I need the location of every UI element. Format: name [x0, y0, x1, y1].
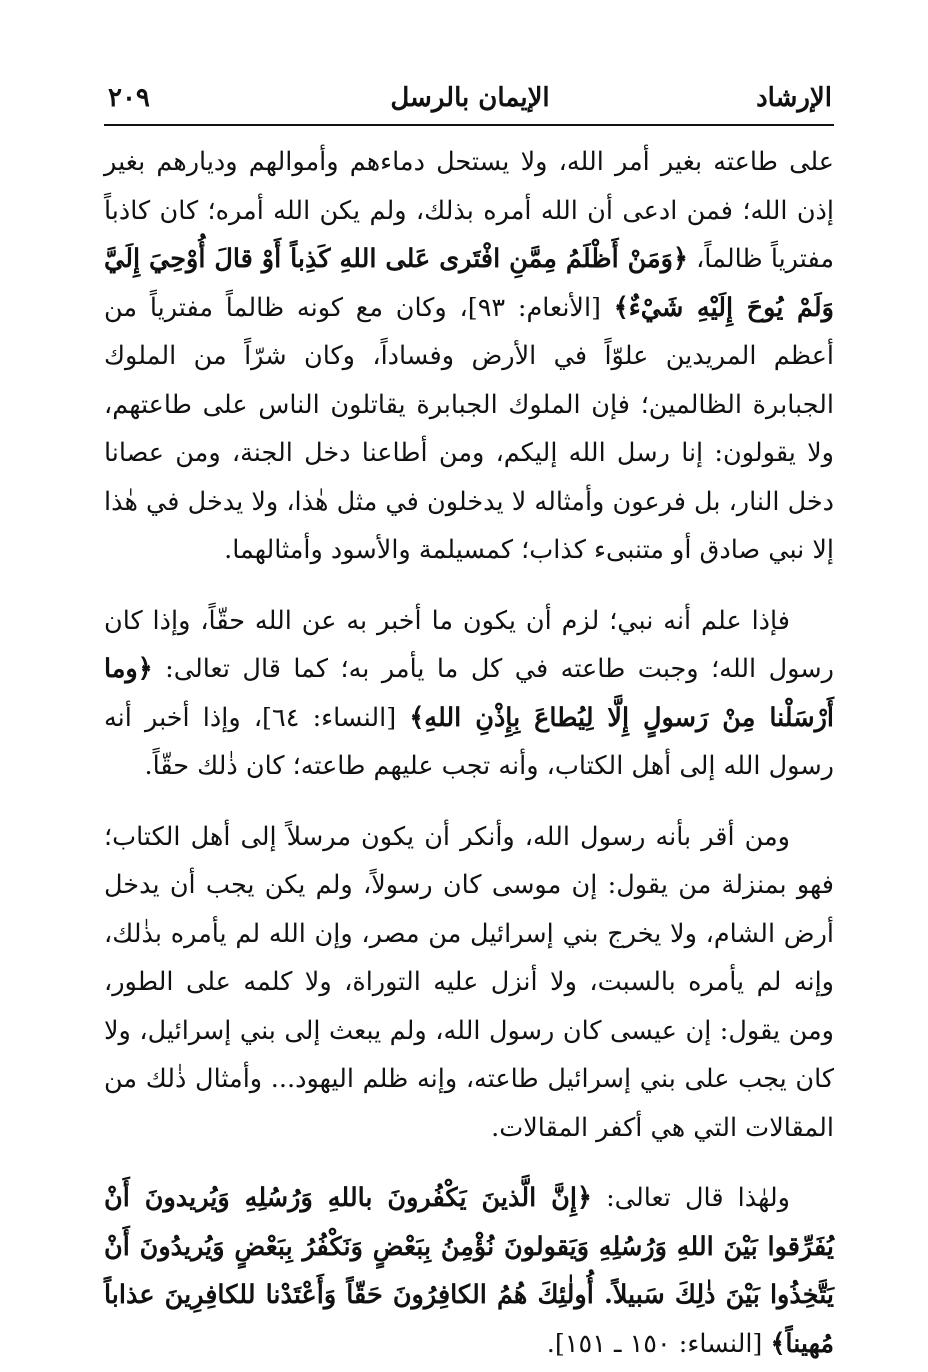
paragraph-text: فإذا علم أنه نبي؛ لزم أن يكون ما أخبر به عن الله حقّاً، وإذا كان رسول الله؛ وجبت طاعته في كل ما يأمر به؛ كما قال تعالى:: [104, 605, 834, 684]
paragraph-text: [الأنعام: ٩٣]، وكان مع كونه ظالماً مفترياً من أعظم المريدين علوّاً في الأرض وفساداً، وكان شرّاً من الملوك الجبابرة الظالمين؛ فإن الملوك الجبابرة يقاتلون الناس على طاعتهم، ولا يقولون: إنا رسل الله إليكم، ومن أطاعنا دخل الجنة، ومن عصانا دخل النار، بل فرعون وأمثاله لا يدخلون في مثل هٰذا، ولا يدخل في هٰذا إلا نبي صادق أو متنبىء كذاب؛ كمسيلمة والأسود وأمثالهما.: [104, 292, 834, 565]
paragraph-text: [النساء: ٦٤]، وإذا أخبر أنه رسول الله إلى أهل الكتاب، وأنه تجب عليهم طاعته؛ كان ذٰلك حقّاً.: [104, 702, 834, 781]
paragraph-text: ولهٰذا قال تعالى:: [591, 1183, 790, 1213]
paragraph-text: [النساء: ١٥٠ ـ ١٥١].: [546, 1328, 771, 1359]
paragraph-3: [104, 813, 834, 1153]
paragraph-4: [104, 1174, 834, 1368]
chapter-title: الإيمان بالرسل: [390, 83, 550, 113]
paragraph-2: [104, 597, 834, 791]
page-header: [108, 78, 832, 118]
paragraph-text: على طاعته بغير أمر الله، ولا يستحل دماءهم وأموالهم وديارهم بغير إذن الله؛ فمن ادعى أن الله أمره بذلك، ولم يكن الله أمره؛ كان كاذباً مفترياً ظالماً،: [104, 147, 835, 274]
quran-verse: ﴿وَمَنْ أَظْلَمُ مِمَّنِ افْتَرى عَلى اللهِ كَذِباً أَوْ قالَ أُوْحِيَ إِلَيَّ وَلَمْ يُوحَ إِلَيْهِ شَيْءٌ﴾: [104, 244, 834, 323]
quran-verse: ﴿وما أَرْسَلْنا مِنْ رَسولٍ إِلَّا لِيُطاعَ بِإِذْنِ اللهِ﴾: [104, 654, 834, 733]
paragraph-1: [104, 138, 834, 575]
quran-verse: ﴿إِنَّ الَّذينَ يَكْفُرونَ باللهِ وَرُسُلِهِ وَيُريدونَ أَنْ يُفَرِّقوا بَيْنَ اللهِ وَرُسُلِهِ وَيَقولونَ نُؤْمِنُ بِبَعْضٍ وَنَكْفُرُ بِبَعْضٍ وَيُريدُونَ أَنْ يَتَّخِذُوا بَيْنَ ذٰلِكَ سَبيلاً. أُولٰئِكَ هُمُ الكافِرُونَ حَقّاً وَأَعْتَدْنا للكافِرِينَ عذاباً مُهيناً﴾: [104, 1183, 834, 1359]
header-divider: [104, 124, 834, 126]
page-body: [104, 138, 834, 1368]
paragraph-text: ومن أقر بأنه رسول الله، وأنكر أن يكون مرسلاً إلى أهل الكتاب؛ فهو بمنزلة من يقول: إن موسى كان رسولاً، ولم يكن يجب أن يدخل أرض الشام، ولا يخرج بني إسرائيل من مصر، وإن الله لم يأمره بذٰلك، وإنه لم يأمره بالسبت، ولا أنزل عليه التوراة، ولا كلمه على الطور، ومن يقول: إن عيسى كان رسول الله، ولم يبعث إلى بني إسرائيل، ولا كان يجب على بني إسرائيل طاعته، وإنه ظلم اليهود... وأمثال ذٰلك من المقالات التي هي أكفر المقالات.: [104, 821, 834, 1143]
page-number: ٢٠٩: [108, 83, 150, 113]
book-title: الإرشاد: [756, 83, 832, 113]
